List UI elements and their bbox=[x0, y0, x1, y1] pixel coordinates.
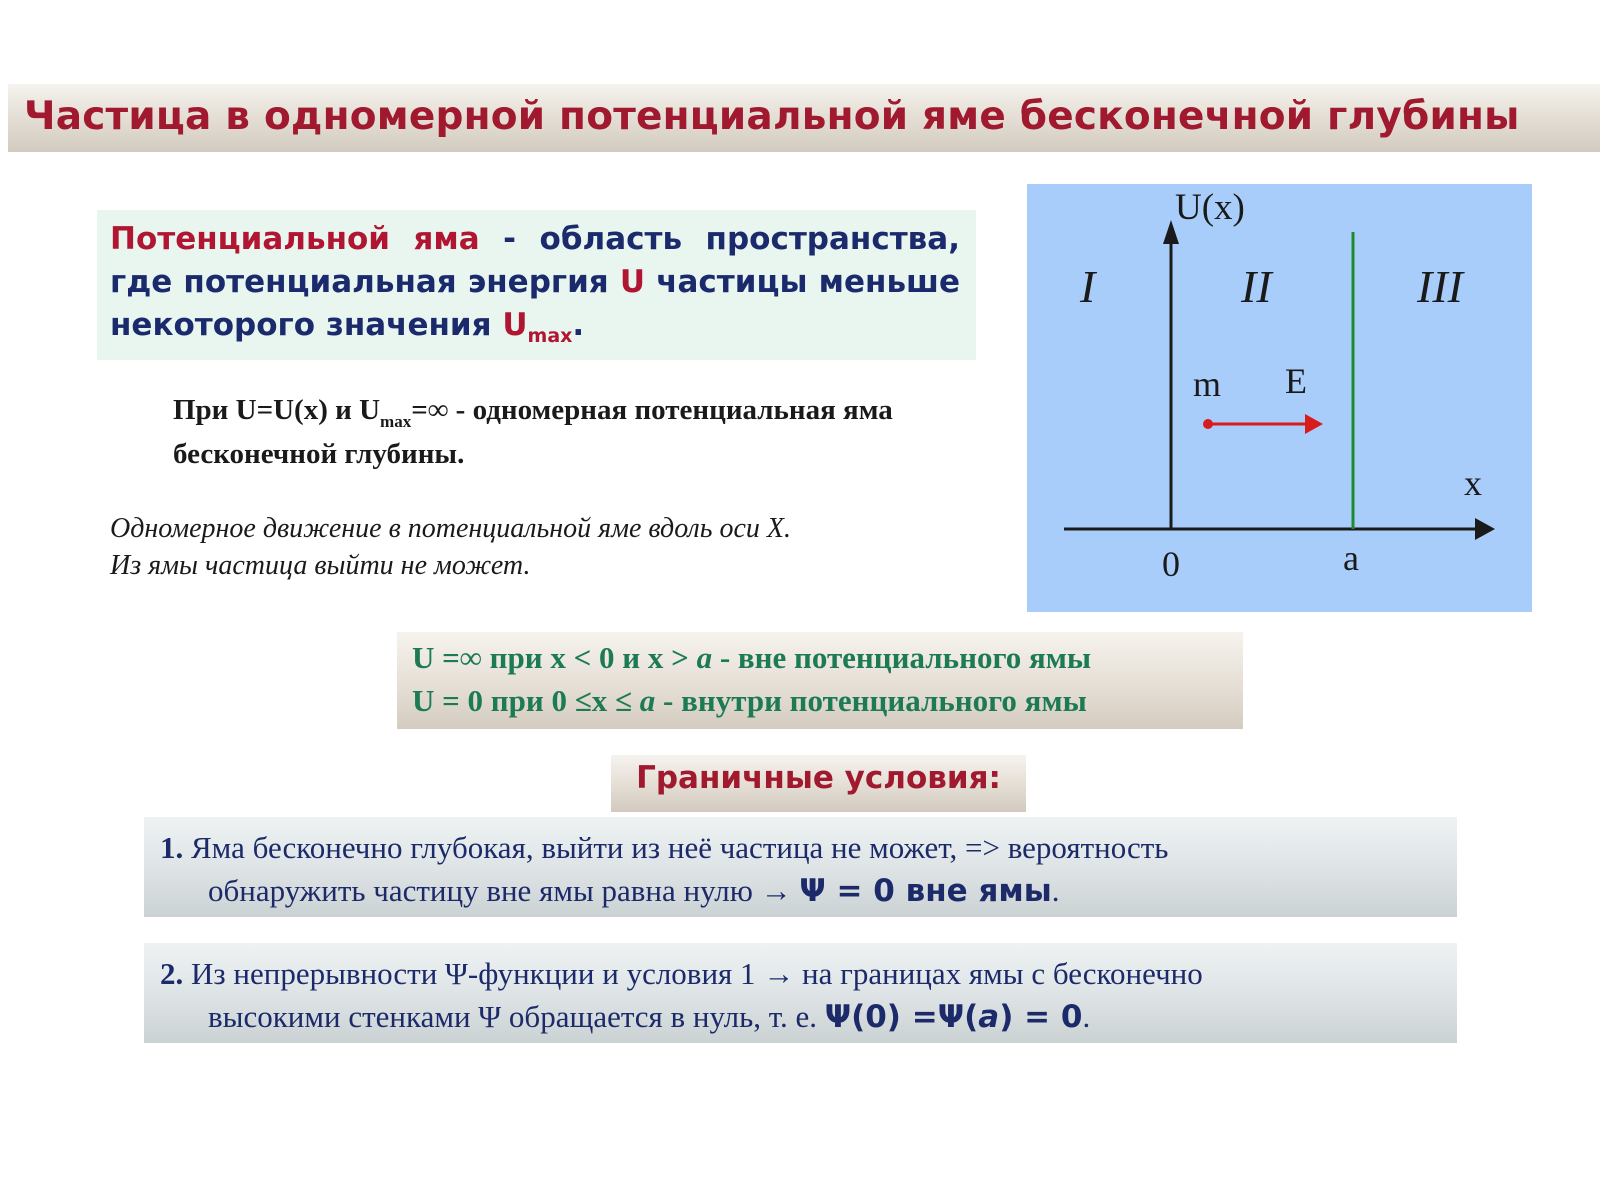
boundary-item-1: 1. Яма бесконечно глубокая, выйти из неё частица не может, => вероятность обнаружить частицу вне ямы равна нулю → Ψ = 0 вне ямы. bbox=[160, 826, 1442, 913]
motion-line-2: Из ямы частица выйти не может. bbox=[110, 550, 531, 581]
region-2-label: II bbox=[1241, 261, 1272, 312]
region-3-label: III bbox=[1417, 261, 1463, 312]
diagram-svg bbox=[1027, 184, 1532, 612]
symbol-u: U bbox=[619, 264, 646, 300]
motion-text bbox=[110, 510, 910, 584]
boundary-item-2: 2. Из непрерывности Ψ-функции и условия 1 → на границах ямы с бесконечно высокими стенками Ψ обращается в нуль, т. е. Ψ(0) =Ψ(a) = 0. bbox=[160, 952, 1442, 1039]
definition-text bbox=[110, 218, 960, 347]
velocity-arrowhead bbox=[1305, 414, 1323, 434]
region-1-label: I bbox=[1080, 261, 1096, 312]
origin-label: 0 bbox=[1162, 544, 1180, 584]
infinite-well-text: При U=U(x) и $U_{max}=\infty$ - одномерная потенциальная яма бесконечной глубины. bbox=[173, 394, 893, 470]
energy-label: E bbox=[1285, 361, 1307, 401]
motion-line-1: Одномерное движение в потенциальной яме вдоль оси X. bbox=[110, 513, 791, 544]
definition-term: Потенциальной яма bbox=[110, 221, 480, 257]
boundary-item-2-line-2: высокими стенками Ψ обращается в нуль, т. е. Ψ(0) =Ψ(a) = 0. bbox=[208, 999, 1091, 1035]
page-title: Частица в одномерной потенциальной яме бесконечной глубины bbox=[24, 94, 1520, 139]
wall-label: a bbox=[1343, 538, 1359, 578]
symbol-umax: $U_{max}$ bbox=[502, 307, 573, 347]
definition-part-2: частицы меньше некоторого значения bbox=[110, 264, 960, 343]
condition-line-1: U =∞ при x < 0 и x > a - вне потенциального ямы bbox=[412, 640, 1092, 675]
mass-label: m bbox=[1193, 364, 1222, 404]
definition-part-1: - область пространства, где потенциальная энергия bbox=[110, 221, 960, 300]
definition-end: . bbox=[572, 307, 585, 343]
conditions-text bbox=[412, 636, 1242, 722]
condition-line-2: U = 0 при 0 ≤x ≤ a - внутри потенциального ямы bbox=[412, 683, 1087, 718]
boundary-item-1-line-2: обнаружить частицу вне ямы равна нулю → Ψ = 0 вне ямы. bbox=[208, 873, 1060, 909]
potential-well-diagram bbox=[1027, 184, 1532, 612]
y-axis-label: U(x) bbox=[1175, 187, 1245, 228]
boundary-heading: Граничные условия: bbox=[636, 760, 1001, 796]
x-axis-label: x bbox=[1464, 463, 1482, 503]
x-axis-arrow bbox=[1475, 518, 1495, 540]
particle-dot bbox=[1203, 419, 1213, 429]
